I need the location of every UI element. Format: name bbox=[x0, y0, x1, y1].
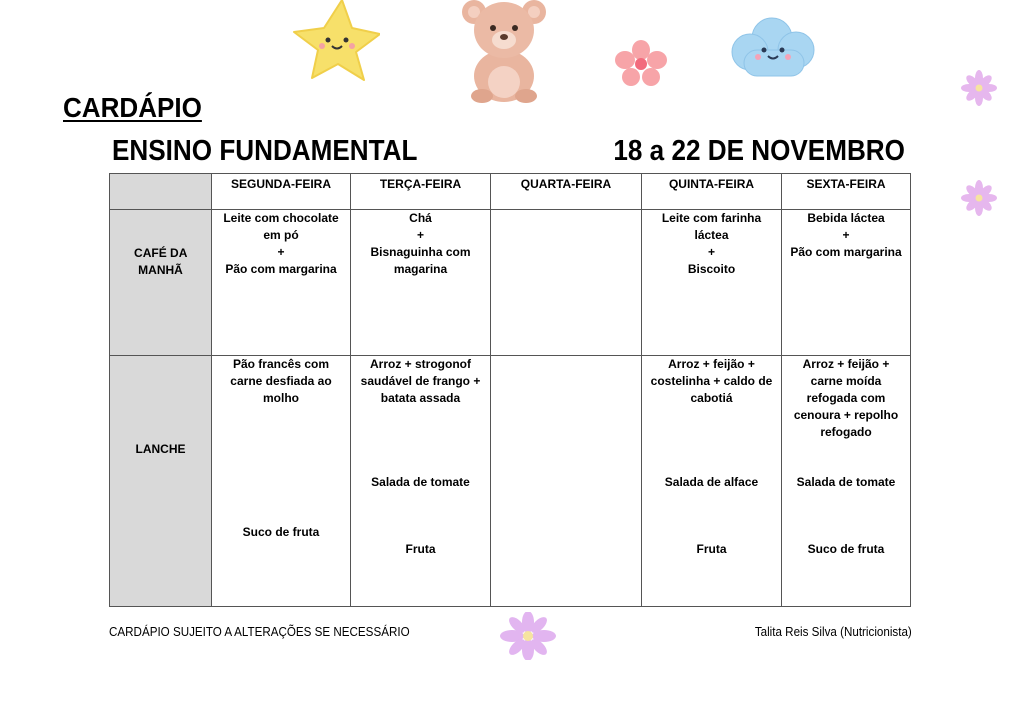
lilac-flower-icon bbox=[960, 70, 998, 106]
breakfast-cell: Chá + Bisnaguinha com magarina bbox=[351, 210, 491, 356]
lunch-cell bbox=[491, 356, 642, 607]
page-title: CARDÁPIO bbox=[63, 92, 202, 123]
breakfast-cell bbox=[491, 210, 642, 356]
teddy-bear-icon bbox=[458, 0, 550, 104]
nutritionist-credit: Talita Reis Silva (Nutricionista) bbox=[755, 625, 912, 639]
lunch-label: LANCHE bbox=[110, 356, 212, 607]
day-header: QUARTA-FEIRA bbox=[491, 174, 642, 210]
school-level-heading: ENSINO FUNDAMENTAL bbox=[112, 135, 418, 167]
corner-cell bbox=[110, 174, 212, 210]
days-header-row bbox=[110, 174, 911, 210]
disclaimer-note: CARDÁPIO SUJEITO A ALTERAÇÕES SE NECESSÁRIO bbox=[109, 625, 410, 639]
lilac-flower-icon bbox=[496, 612, 560, 660]
pink-flower-icon bbox=[612, 40, 670, 86]
breakfast-label: CAFÉ DA MANHÃ bbox=[110, 210, 212, 356]
lunch-cell: Arroz + feijão + costelinha + caldo de cabotiá Salada de alface Fruta bbox=[642, 356, 782, 607]
date-range-heading: 18 a 22 DE NOVEMBRO bbox=[613, 135, 905, 167]
breakfast-cell: Leite com chocolate em pó + Pão com margarina bbox=[212, 210, 351, 356]
star-icon bbox=[290, 0, 380, 82]
breakfast-row bbox=[110, 210, 911, 356]
day-header: QUINTA-FEIRA bbox=[642, 174, 782, 210]
day-header: TERÇA-FEIRA bbox=[351, 174, 491, 210]
breakfast-cell: Bebida láctea + Pão com margarina bbox=[782, 210, 911, 356]
menu-table bbox=[109, 173, 911, 607]
lilac-flower-icon bbox=[960, 180, 998, 216]
day-header: SEGUNDA-FEIRA bbox=[212, 174, 351, 210]
breakfast-cell: Leite com farinha láctea + Biscoito bbox=[642, 210, 782, 356]
lunch-row bbox=[110, 356, 911, 607]
lunch-cell: Pão francês com carne desfiada ao molho Suco de fruta bbox=[212, 356, 351, 607]
day-header: SEXTA-FEIRA bbox=[782, 174, 911, 210]
lunch-cell: Arroz + feijão + carne moída refogada com cenoura + repolho refogado Salada de tomate Suco de fruta bbox=[782, 356, 911, 607]
cloud-icon bbox=[724, 12, 822, 82]
lunch-cell: Arroz + strogonof saudável de frango + batata assada Salada de tomate Fruta bbox=[351, 356, 491, 607]
